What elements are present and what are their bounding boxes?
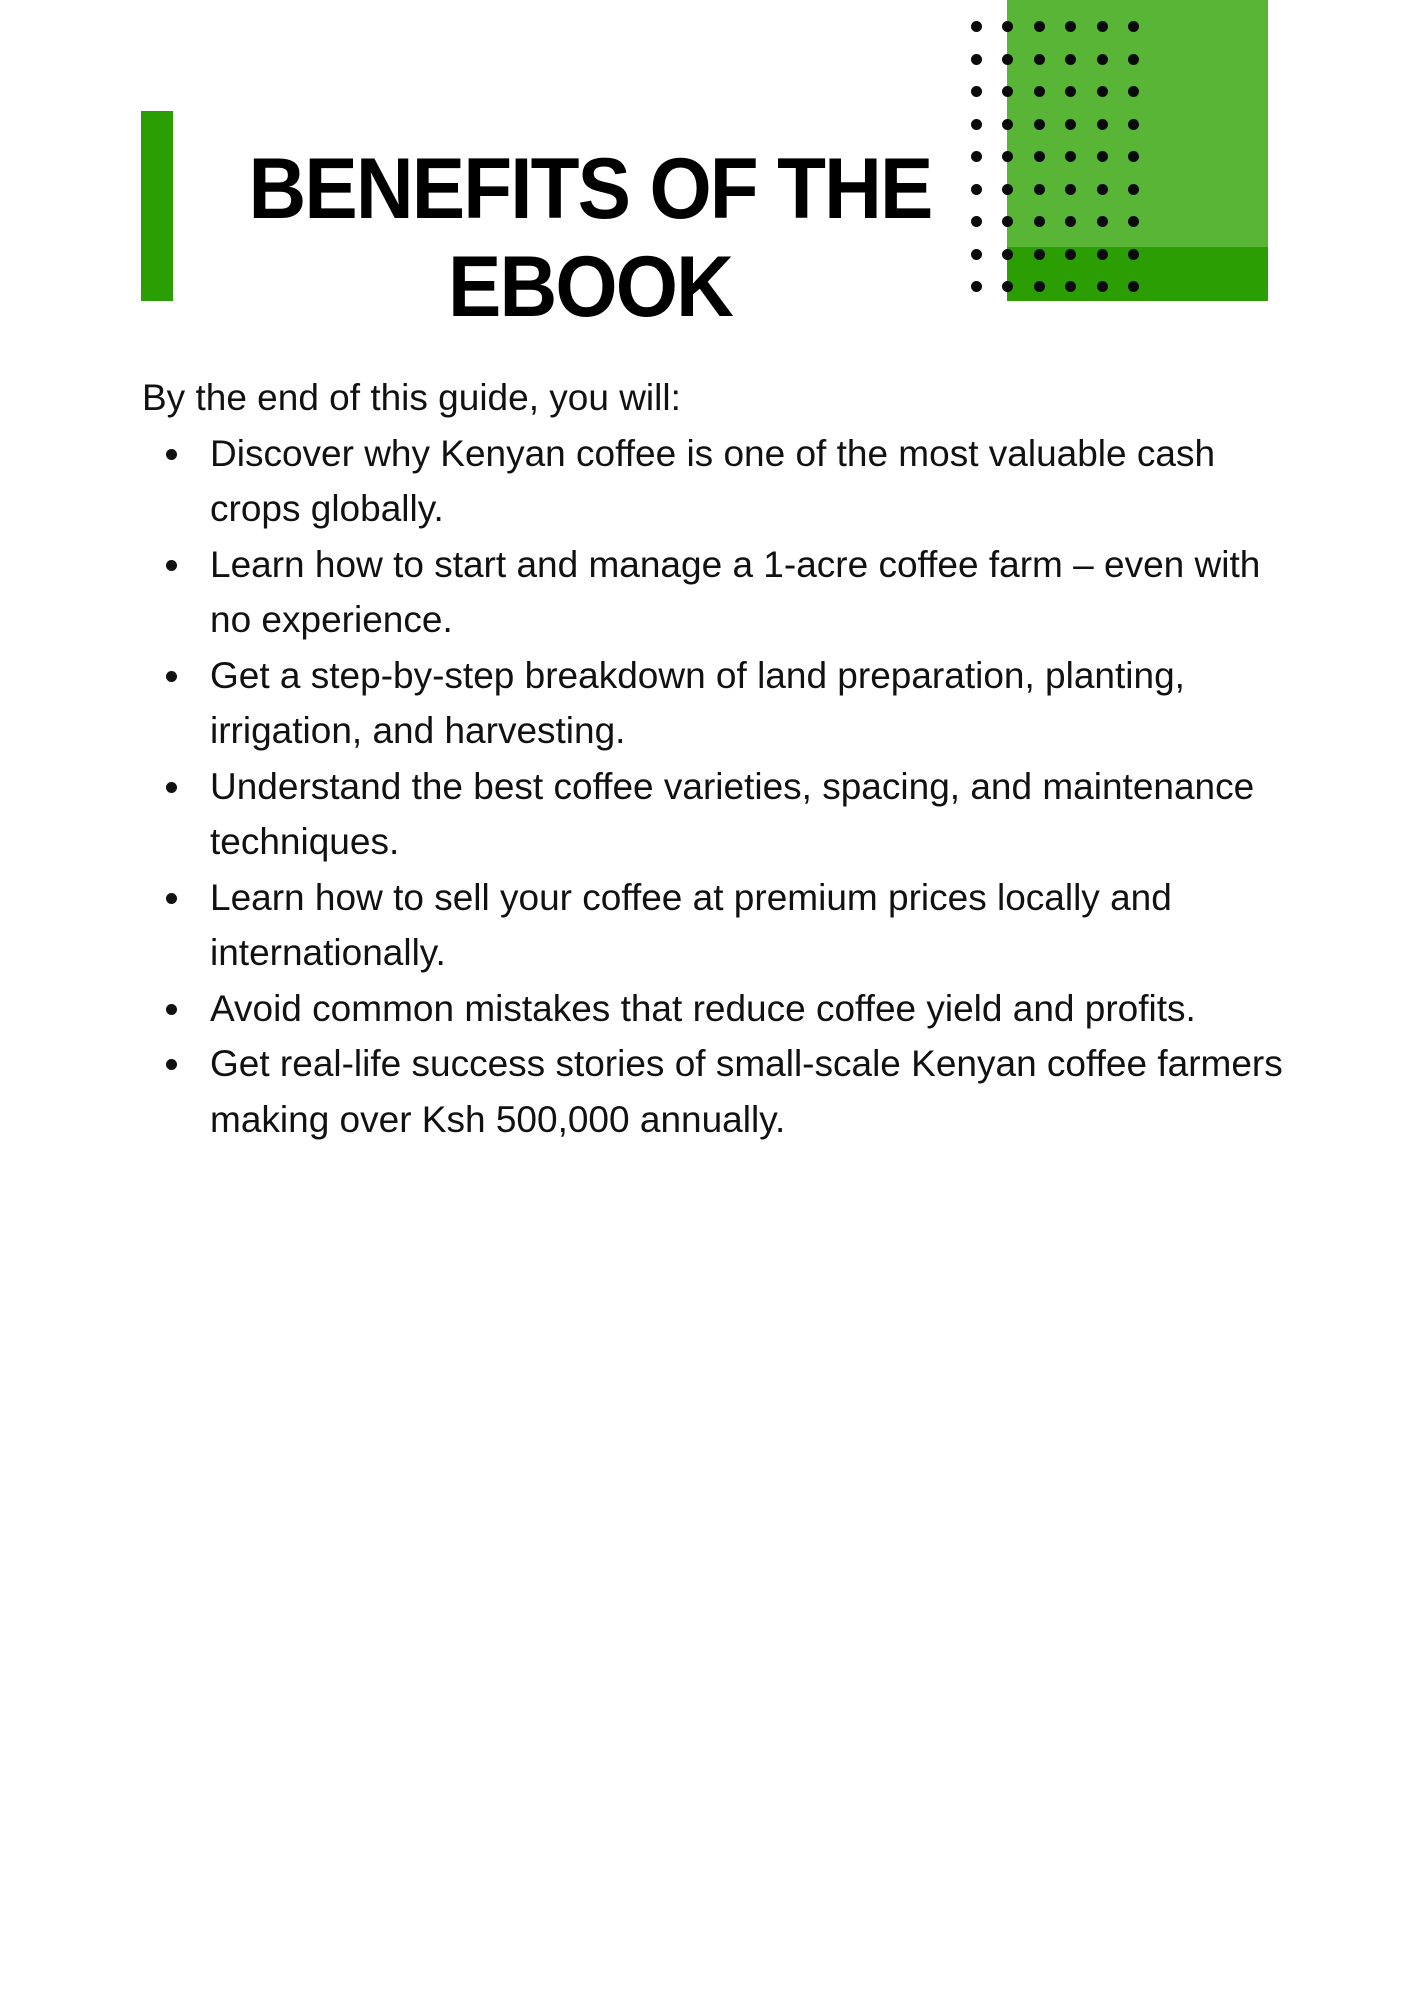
dot-icon: [1128, 151, 1139, 162]
dot-icon: [971, 216, 982, 227]
bullet-icon: [166, 1004, 177, 1015]
dot-icon: [971, 249, 982, 260]
dot-icon: [1002, 151, 1013, 162]
dot-icon: [1097, 151, 1108, 162]
dot-icon: [1065, 281, 1076, 292]
dot-icon: [1097, 184, 1108, 195]
bullet-icon: [166, 1059, 177, 1070]
dot-icon: [1128, 86, 1139, 97]
dot-icon: [1065, 249, 1076, 260]
page-title: [241, 140, 939, 336]
list-item: [142, 426, 1292, 537]
dot-icon: [1002, 216, 1013, 227]
bullet-icon: [166, 449, 177, 460]
list-item: [142, 1036, 1292, 1147]
dot-icon: [1097, 21, 1108, 32]
benefits-list: [142, 426, 1292, 1148]
dot-icon: [1128, 281, 1139, 292]
list-item: [142, 648, 1292, 759]
dot-icon: [1002, 54, 1013, 65]
dot-icon: [1128, 54, 1139, 65]
page-title-line-2: EBOOK: [448, 239, 732, 335]
dot-icon: [971, 21, 982, 32]
dot-icon: [1065, 216, 1076, 227]
dot-icon: [1034, 216, 1045, 227]
dot-icon: [1097, 119, 1108, 130]
dot-icon: [1034, 54, 1045, 65]
bullet-icon: [166, 560, 177, 571]
dot-icon: [1034, 86, 1045, 97]
dot-icon: [971, 86, 982, 97]
dot-icon: [971, 54, 982, 65]
list-item: [142, 981, 1292, 1037]
dot-icon: [1002, 21, 1013, 32]
dot-icon: [1002, 86, 1013, 97]
list-item: [142, 537, 1292, 648]
intro-text: By the end of this guide, you will:: [142, 377, 681, 418]
dot-icon: [1034, 184, 1045, 195]
list-item-text: Understand the best coffee varieties, spacing, and maintenance techniques.: [210, 765, 1255, 862]
dot-icon: [1097, 86, 1108, 97]
list-item-text: Discover why Kenyan coffee is one of the most valuable cash crops globally.: [210, 432, 1216, 529]
list-item: [142, 870, 1292, 981]
benefits-section: [142, 370, 1292, 1147]
dot-icon: [1065, 86, 1076, 97]
list-item: [142, 759, 1292, 870]
list-item-text: Learn how to start and manage a 1-acre coffee farm – even with no experience.: [210, 543, 1261, 640]
dot-icon: [971, 119, 982, 130]
dot-icon: [1128, 119, 1139, 130]
dot-icon: [1034, 119, 1045, 130]
dot-icon: [1128, 216, 1139, 227]
dot-icon: [1065, 151, 1076, 162]
dot-icon: [1002, 281, 1013, 292]
dot-icon: [1128, 249, 1139, 260]
list-item-text: Get real-life success stories of small-scale Kenyan coffee farmers making over Ksh 500,000 annually.: [210, 1043, 1283, 1140]
dot-icon: [1034, 281, 1045, 292]
dot-icon: [1065, 54, 1076, 65]
bullet-icon: [166, 893, 177, 904]
dot-icon: [1065, 119, 1076, 130]
dot-icon: [1002, 249, 1013, 260]
dot-icon: [1097, 54, 1108, 65]
dot-icon: [1065, 184, 1076, 195]
decorative-dot-grid: [971, 21, 1171, 321]
dot-icon: [1034, 249, 1045, 260]
dot-icon: [1128, 21, 1139, 32]
dot-icon: [971, 151, 982, 162]
dot-icon: [1097, 281, 1108, 292]
page-title-line-1: BENEFITS OF THE: [248, 141, 932, 237]
dot-icon: [1034, 151, 1045, 162]
dot-icon: [1097, 249, 1108, 260]
dot-icon: [971, 281, 982, 292]
title-accent-bar: [141, 111, 173, 301]
dot-icon: [1065, 21, 1076, 32]
list-item-text: Avoid common mistakes that reduce coffee yield and profits.: [210, 987, 1196, 1029]
dot-icon: [1002, 184, 1013, 195]
dot-icon: [1034, 21, 1045, 32]
list-item-text: Learn how to sell your coffee at premium prices locally and internationally.: [210, 876, 1172, 973]
dot-icon: [1128, 184, 1139, 195]
dot-icon: [1097, 216, 1108, 227]
list-item-text: Get a step-by-step breakdown of land preparation, planting, irrigation, and harvesting.: [210, 654, 1185, 751]
bullet-icon: [166, 782, 177, 793]
bullet-icon: [166, 671, 177, 682]
dot-icon: [971, 184, 982, 195]
dot-icon: [1002, 119, 1013, 130]
